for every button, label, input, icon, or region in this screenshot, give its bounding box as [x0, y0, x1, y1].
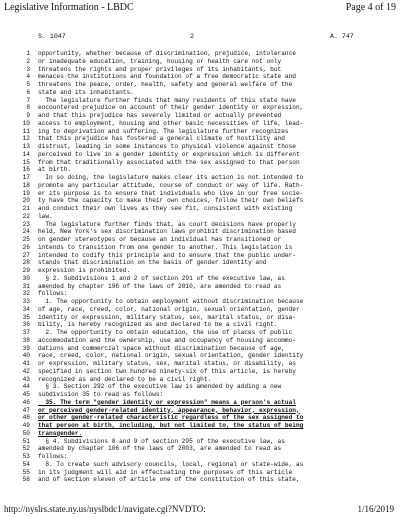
text-line [0, 97, 400, 105]
text-line [0, 461, 400, 469]
line-text: on gender stereotypes or because an individual has transitioned or [38, 236, 282, 243]
line-text: § 2. Subdivisions 1 and 2 of section 291 of the executive law, as [38, 274, 285, 282]
text-line [0, 283, 400, 291]
line-number: 11 [22, 127, 30, 135]
text-line [0, 89, 400, 97]
line-text: subdivision 35 to read as follows: [38, 391, 164, 398]
line-number: 29 [22, 267, 30, 274]
line-text: and conduct their own lives as they see fit, consistent with existing [38, 205, 293, 212]
line-number: 16 [22, 166, 30, 174]
text-line [0, 321, 400, 329]
text-line [0, 275, 400, 283]
line-number: 19 [22, 189, 30, 197]
line-text: from that traditionally associated with the sex assigned to that person [38, 158, 300, 166]
text-line [0, 453, 400, 461]
line-text: ing to deprivation and suffering. The legislature further recognizes [38, 127, 289, 135]
line-text: or inadequate education, training, housing or health care not only [38, 57, 282, 65]
inserted-text: or perceived gender-related identity, appearance, behavior, expression, [38, 406, 300, 414]
text-line [0, 476, 400, 484]
line-text: § 3. Section 292 of the executive law is amended by adding a new [38, 383, 282, 391]
line-text: amended by chapter 196 of the laws of 2010, are amended to read as [38, 282, 282, 290]
line-text: 8. To create such advisory councils, local, regional or state-wide, as [38, 460, 304, 468]
text-line [0, 306, 400, 314]
line-number: 39 [22, 344, 30, 352]
text-line [0, 298, 400, 306]
line-number: 28 [22, 259, 30, 267]
footer-date: 1/16/2019 [357, 504, 394, 514]
text-line [0, 228, 400, 236]
text-line [0, 422, 400, 430]
line-number: 18 [22, 181, 30, 189]
line-number: 33 [22, 298, 30, 305]
line-number: 42 [22, 367, 30, 375]
line-number: 49 [22, 422, 30, 429]
text-line [0, 190, 400, 198]
inserted-text: or other gender-related characteristic regardless of the sex assigned to [38, 414, 304, 422]
page-footer [0, 501, 400, 517]
line-text: menaces the institutions and foundation of a free democratic state and [38, 73, 296, 81]
line-text: In so doing, the legislature makes clear its action is not intended to [38, 174, 304, 181]
line-text: threatens the rights and proper privileges of its inhabitants, but [38, 65, 282, 73]
text-line [0, 345, 400, 353]
line-text: er its purpose is to ensure that individuals who live in our free socie- [38, 189, 304, 197]
line-number: 56 [22, 476, 30, 484]
line-number: 24 [22, 228, 30, 236]
line-number: 6 [26, 88, 30, 96]
line-number: 48 [22, 414, 30, 422]
line-text: expression is prohibited. [38, 267, 131, 274]
line-number: 26 [22, 243, 30, 251]
line-number: 38 [22, 336, 30, 344]
text-line [0, 352, 400, 360]
line-number: 13 [22, 143, 30, 150]
text-line [0, 368, 400, 376]
text-line [0, 469, 400, 477]
text-line [0, 290, 400, 298]
bill-page-number: 2 [190, 33, 194, 40]
page-number: Page 4 of 19 [345, 2, 396, 13]
line-text: law. [38, 212, 53, 220]
text-line [0, 383, 400, 391]
text-line [0, 252, 400, 260]
text-line [0, 50, 400, 58]
line-text: perceived to live in a gender identity or expression which is different [38, 150, 300, 158]
line-text: opportunity, whether because of discrimination, prejudice, intolerance [38, 50, 296, 57]
senate-bill-number: S. 1047 [38, 33, 66, 40]
text-line [0, 430, 400, 438]
assembly-bill-number: A. 747 [330, 33, 354, 40]
line-text: intends to transition from one gender to another. This legislation is [38, 243, 293, 251]
line-number: 20 [22, 197, 30, 205]
text-line [0, 135, 400, 143]
line-number: 3 [26, 65, 30, 73]
text-line [0, 259, 400, 267]
line-number: 25 [22, 236, 30, 243]
page-header [0, 0, 400, 16]
line-number: 8 [26, 104, 30, 112]
text-line [0, 143, 400, 151]
line-number: 51 [22, 437, 30, 445]
line-text: amended by chapter 106 of the laws of 2003, are amended to read as [38, 445, 282, 453]
line-text: encountered prejudice on account of their gender identity or expression, [38, 104, 304, 112]
text-line [0, 376, 400, 384]
line-text: and that this prejudice has severely limited or actually prevented [38, 112, 282, 119]
line-number: 22 [22, 212, 30, 220]
text-line [0, 213, 400, 221]
line-number: 21 [22, 205, 30, 212]
text-line [0, 151, 400, 159]
bill-text-body [0, 50, 400, 484]
line-number: 55 [22, 468, 30, 476]
line-text: recognized as and declared to be a civil right. [38, 375, 212, 383]
line-number: 15 [22, 158, 30, 166]
line-text: state and its inhabitants. [38, 88, 134, 96]
line-text: threatens the peace, order, health, safety and general welfare of the [38, 81, 293, 88]
line-text: or expression, military status, sex, marital status, or disability, as [38, 360, 296, 367]
line-number: 44 [22, 383, 30, 391]
line-text: dations and commercial space without discrimination because of age, [38, 344, 285, 352]
text-line [0, 438, 400, 446]
line-number: 30 [22, 274, 30, 282]
line-number: 7 [26, 96, 30, 104]
line-text: race, creed, color, national origin, sexual orientation, gender identity [38, 352, 304, 360]
line-text: accommodation and the ownership, use and occupancy of housing accommo- [38, 336, 296, 344]
header-title: Legislative Information - LBDC [4, 2, 134, 13]
line-number: 41 [22, 360, 30, 367]
text-line [0, 66, 400, 74]
text-line [0, 391, 400, 399]
line-text: bility, is hereby recognized as and declared to be a civil right. [38, 321, 278, 329]
line-text: 1. The opportunity to obtain employment without discrimination because [38, 298, 304, 305]
inserted-text: transgender. [38, 429, 83, 437]
line-number: 52 [22, 445, 30, 453]
line-number: 1 [26, 50, 30, 57]
text-line [0, 360, 400, 368]
line-text: of age, race, creed, color, national origin, sexual orientation, gender [38, 305, 300, 313]
text-line [0, 414, 400, 422]
line-number: 45 [22, 391, 30, 398]
line-text: distrust, leading in some instances to physical violence against those [38, 143, 296, 150]
text-line [0, 112, 400, 120]
text-line [0, 407, 400, 415]
text-line [0, 399, 400, 407]
line-text: that this prejudice has fostered a general climate of hostility and [38, 135, 285, 143]
text-line [0, 182, 400, 190]
line-number: 27 [22, 251, 30, 259]
line-number: 23 [22, 220, 30, 228]
line-number: 43 [22, 375, 30, 383]
line-text: The legislature further finds that many residents of this state have [38, 96, 296, 104]
line-text: in its judgment will aid in effectuating the purposes of this article [38, 468, 293, 476]
text-line [0, 221, 400, 229]
text-line [0, 445, 400, 453]
bill-header [0, 33, 400, 43]
line-text: follows: [38, 290, 68, 298]
line-text: access to employment, housing and other basic necessities of life, lead- [38, 119, 304, 127]
line-number: 54 [22, 460, 30, 468]
line-number: 9 [26, 112, 30, 119]
text-line [0, 159, 400, 167]
text-line [0, 197, 400, 205]
line-number: 35 [22, 313, 30, 321]
line-text: held, New York's sex discrimination laws prohibit discrimination based [38, 228, 296, 236]
line-number: 14 [22, 150, 30, 158]
line-text: The legislature further finds that, as court decisions have properly [38, 220, 296, 228]
text-line [0, 73, 400, 81]
line-number: 32 [22, 290, 30, 298]
text-line [0, 58, 400, 66]
line-text: ty have the capacity to make their own choices, follow their own beliefs [38, 197, 304, 205]
text-line [0, 120, 400, 128]
line-number: 2 [26, 57, 30, 65]
line-number: 31 [22, 282, 30, 290]
line-text: § 4. Subdivisions 8 and 9 of section 295 of the executive law, as [38, 437, 285, 445]
line-text: stands that discrimination on the basis of gender identity and [38, 259, 267, 267]
line-number: 50 [22, 429, 30, 437]
line-text: 2. The opportunity to obtain education, the use of places of public [38, 329, 293, 336]
line-text: promote any particular attitude, course of conduct or way of life. Rath- [38, 181, 304, 189]
line-number: 53 [22, 453, 30, 460]
text-line [0, 244, 400, 252]
line-number: 34 [22, 305, 30, 313]
line-text: specified in section two hundred ninety-six of this article, is hereby [38, 367, 296, 375]
line-number: 5 [26, 81, 30, 88]
text-line [0, 337, 400, 345]
text-line [0, 205, 400, 213]
text-line [0, 166, 400, 174]
line-number: 40 [22, 352, 30, 360]
text-line [0, 267, 400, 275]
inserted-text: 35. The term "gender identity or expression" means a person's actual [38, 398, 296, 406]
text-line [0, 81, 400, 89]
line-number: 10 [22, 119, 30, 127]
line-text: at birth. [38, 166, 72, 174]
line-number: 46 [22, 398, 30, 406]
line-number: 36 [22, 321, 30, 329]
text-line [0, 236, 400, 244]
line-number: 4 [26, 73, 30, 81]
footer-url[interactable]: http://nyslrs.state.ny.us/nyslbdc1/navigate.cgi?NVDTO: [4, 504, 206, 514]
inserted-text: that person at birth, including, but not limited to, the status of being [38, 422, 304, 429]
line-text: identity or expression, military status, sex, marital status, or disa- [38, 313, 296, 321]
line-number: 37 [22, 329, 30, 336]
text-line [0, 128, 400, 136]
text-line [0, 104, 400, 112]
text-line [0, 329, 400, 337]
text-line [0, 314, 400, 322]
line-text: intended to codify this principle and to ensure that the public under- [38, 251, 296, 259]
line-text: and of section eleven of article one of the constitution of this state, [38, 476, 300, 484]
line-text: follows: [38, 453, 68, 460]
text-line [0, 174, 400, 182]
line-number: 12 [22, 135, 30, 143]
line-number: 47 [22, 406, 30, 414]
line-number: 17 [22, 174, 30, 181]
